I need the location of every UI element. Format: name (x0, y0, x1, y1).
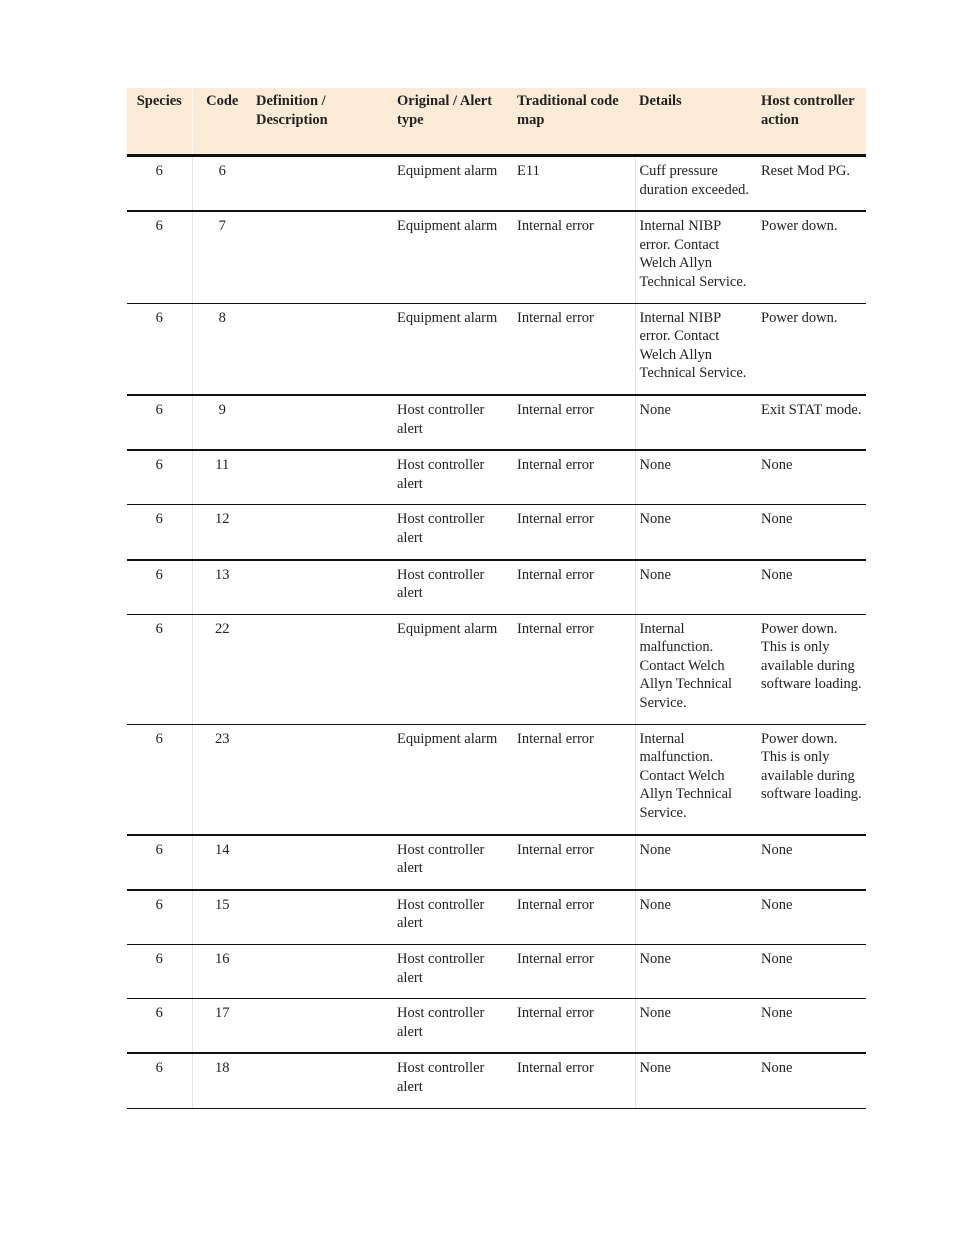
cell-original-alert-type: Host controller alert (393, 450, 513, 505)
cell-code: 22 (192, 614, 252, 724)
cell-definition (252, 890, 393, 945)
header-species: Species (127, 88, 192, 156)
cell-details: None (635, 890, 757, 945)
cell-traditional-code-map: Internal error (513, 724, 635, 834)
header-details: Details (635, 88, 757, 156)
cell-code: 17 (192, 999, 252, 1054)
cell-traditional-code-map: Internal error (513, 505, 635, 560)
table-row (127, 614, 866, 724)
cell-species: 6 (127, 156, 192, 212)
table-row (127, 211, 866, 303)
cell-traditional-code-map: Internal error (513, 395, 635, 450)
cell-original-alert-type: Host controller alert (393, 505, 513, 560)
cell-details: None (635, 560, 757, 615)
cell-original-alert-type: Host controller alert (393, 890, 513, 945)
cell-host-controller-action: Exit STAT mode. (757, 395, 866, 450)
cell-host-controller-action: None (757, 560, 866, 615)
cell-original-alert-type: Equipment alarm (393, 303, 513, 395)
cell-traditional-code-map: Internal error (513, 614, 635, 724)
cell-code: 7 (192, 211, 252, 303)
cell-definition (252, 395, 393, 450)
cell-code: 15 (192, 890, 252, 945)
cell-host-controller-action: None (757, 999, 866, 1054)
cell-host-controller-action: Power down. This is only available during software loading. (757, 724, 866, 834)
cell-traditional-code-map: Internal error (513, 450, 635, 505)
cell-code: 18 (192, 1053, 252, 1108)
cell-original-alert-type: Host controller alert (393, 560, 513, 615)
table-row (127, 395, 866, 450)
cell-code: 8 (192, 303, 252, 395)
cell-details: None (635, 1053, 757, 1108)
cell-species: 6 (127, 835, 192, 890)
cell-original-alert-type: Host controller alert (393, 395, 513, 450)
cell-host-controller-action: Power down. (757, 303, 866, 395)
cell-details: None (635, 999, 757, 1054)
cell-original-alert-type: Host controller alert (393, 945, 513, 999)
cell-traditional-code-map: Internal error (513, 890, 635, 945)
cell-species: 6 (127, 560, 192, 615)
cell-traditional-code-map: Internal error (513, 945, 635, 999)
table-row (127, 999, 866, 1054)
cell-species: 6 (127, 945, 192, 999)
table-row (127, 450, 866, 505)
table-row (127, 560, 866, 615)
table-row (127, 1053, 866, 1108)
cell-details: Internal NIBP error. Contact Welch Allyn Technical Service. (635, 303, 757, 395)
cell-host-controller-action: None (757, 1053, 866, 1108)
cell-species: 6 (127, 211, 192, 303)
cell-traditional-code-map: Internal error (513, 1053, 635, 1108)
alarm-codes-table (127, 88, 866, 1109)
cell-details: None (635, 945, 757, 999)
cell-original-alert-type: Equipment alarm (393, 614, 513, 724)
header-host-controller-action: Host controller action (757, 88, 866, 156)
header-original-alert-type: Original / Alert type (393, 88, 513, 156)
cell-definition (252, 560, 393, 615)
header-row (127, 88, 866, 156)
cell-species: 6 (127, 303, 192, 395)
cell-definition (252, 724, 393, 834)
cell-definition (252, 945, 393, 999)
cell-details: Internal malfunction. Contact Welch Allyn Technical Service. (635, 614, 757, 724)
cell-original-alert-type: Equipment alarm (393, 211, 513, 303)
cell-host-controller-action: None (757, 945, 866, 999)
header-traditional-code-map: Traditional code map (513, 88, 635, 156)
cell-host-controller-action: Reset Mod PG. (757, 156, 866, 212)
cell-definition (252, 505, 393, 560)
cell-definition (252, 1053, 393, 1108)
cell-host-controller-action: None (757, 835, 866, 890)
cell-definition (252, 835, 393, 890)
cell-species: 6 (127, 505, 192, 560)
cell-host-controller-action: Power down. (757, 211, 866, 303)
cell-details: Cuff pressure duration exceeded. (635, 156, 757, 212)
table-row (127, 156, 866, 212)
cell-host-controller-action: None (757, 450, 866, 505)
table-row (127, 724, 866, 834)
cell-host-controller-action: None (757, 505, 866, 560)
cell-species: 6 (127, 999, 192, 1054)
cell-traditional-code-map: Internal error (513, 835, 635, 890)
cell-species: 6 (127, 450, 192, 505)
cell-definition (252, 614, 393, 724)
cell-definition (252, 450, 393, 505)
table-header (127, 88, 866, 156)
cell-species: 6 (127, 1053, 192, 1108)
cell-original-alert-type: Host controller alert (393, 999, 513, 1054)
table-row (127, 945, 866, 999)
cell-host-controller-action: None (757, 890, 866, 945)
cell-code: 16 (192, 945, 252, 999)
cell-definition (252, 999, 393, 1054)
cell-traditional-code-map: Internal error (513, 211, 635, 303)
cell-code: 14 (192, 835, 252, 890)
cell-original-alert-type: Equipment alarm (393, 156, 513, 212)
cell-details: None (635, 835, 757, 890)
cell-code: 6 (192, 156, 252, 212)
cell-definition (252, 303, 393, 395)
table-body (127, 156, 866, 1109)
cell-definition (252, 156, 393, 212)
table-row (127, 890, 866, 945)
cell-code: 13 (192, 560, 252, 615)
table-row (127, 505, 866, 560)
table-row (127, 835, 866, 890)
cell-species: 6 (127, 890, 192, 945)
header-code: Code (192, 88, 252, 156)
cell-species: 6 (127, 395, 192, 450)
cell-traditional-code-map: Internal error (513, 560, 635, 615)
cell-definition (252, 211, 393, 303)
cell-details: None (635, 395, 757, 450)
cell-traditional-code-map: Internal error (513, 303, 635, 395)
cell-code: 9 (192, 395, 252, 450)
cell-details: None (635, 505, 757, 560)
header-definition: Definition / Description (252, 88, 393, 156)
cell-original-alert-type: Equipment alarm (393, 724, 513, 834)
cell-details: Internal NIBP error. Contact Welch Allyn Technical Service. (635, 211, 757, 303)
table-row (127, 303, 866, 395)
cell-species: 6 (127, 614, 192, 724)
cell-details: None (635, 450, 757, 505)
cell-species: 6 (127, 724, 192, 834)
cell-host-controller-action: Power down. This is only available during software loading. (757, 614, 866, 724)
cell-code: 23 (192, 724, 252, 834)
cell-code: 11 (192, 450, 252, 505)
cell-original-alert-type: Host controller alert (393, 1053, 513, 1108)
cell-original-alert-type: Host controller alert (393, 835, 513, 890)
cell-code: 12 (192, 505, 252, 560)
cell-traditional-code-map: E11 (513, 156, 635, 212)
cell-details: Internal malfunction. Contact Welch Allyn Technical Service. (635, 724, 757, 834)
cell-traditional-code-map: Internal error (513, 999, 635, 1054)
